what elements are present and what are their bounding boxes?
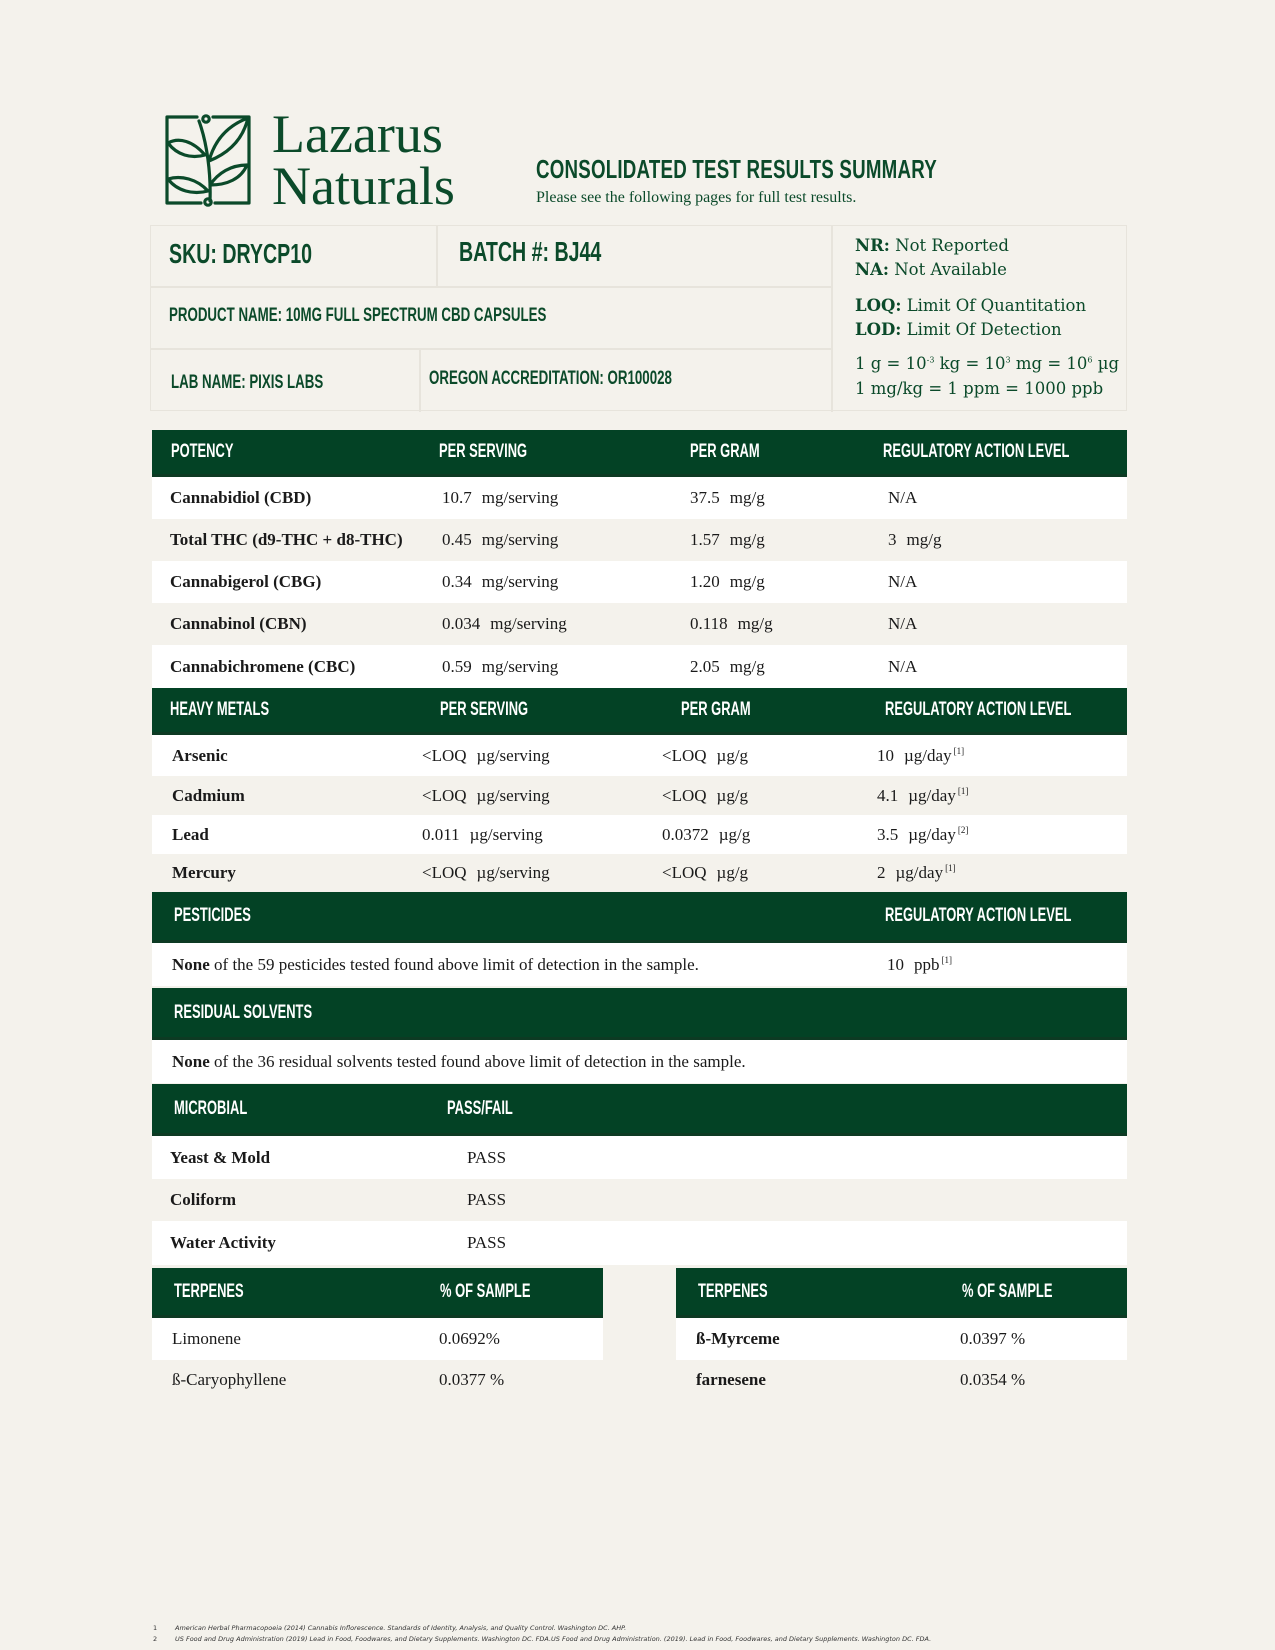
regulatory-action-level [877,786,968,806]
compound-name: Cannabidiol (CBD) [170,488,312,507]
product-name-label: PRODUCT NAME: 10MG FULL SPECTRUM CBD CAPSULES [169,305,547,326]
per-serving-value [422,786,550,806]
ral-reference: [1] [957,785,969,796]
per-gram-number: 37.5 [690,488,720,507]
lab-name-label: LAB NAME: PIXIS LABS [171,372,324,393]
per-serving-number: <LOQ [422,863,467,882]
metal-name: Cadmium [172,785,245,805]
per-gram-value [662,863,748,883]
terpene-percent: 0.0377 % [439,1370,505,1389]
ral-reference: [2] [957,824,969,835]
terpene-row [152,1318,603,1360]
per-gram-number: 0.118 [690,614,728,633]
residual-solvents-row [152,1040,1127,1083]
per-serving-value [442,614,567,634]
potency-col-serving: PER SERVING [439,441,528,462]
compound-name: Cannabinol (CBN) [170,614,307,633]
ral-unit: µg/day [895,863,944,882]
metals-col-gram: PER GRAM [681,699,751,720]
microbial-test-name: Coliform [170,1190,237,1209]
heavy-metal-row [152,735,1127,776]
terpene-row [676,1318,1127,1360]
per-gram-unit: mg/g [729,530,765,549]
potency-col-ral: REGULATORY ACTION LEVEL [883,441,1070,462]
terpenes-right-header [676,1268,1127,1318]
page-title: CONSOLIDATED TEST RESULTS SUMMARY [536,154,937,184]
terpenes-right-col-name: TERPENES [698,1280,768,1302]
per-serving-value [422,746,550,766]
per-gram-value [690,530,765,550]
heavy-metal-row [152,815,1127,854]
per-serving-unit: µg/serving [469,824,543,844]
per-gram-value [690,614,773,634]
potency-row [152,603,1127,645]
per-gram-value [690,488,765,508]
legend-loq: LOQ: Limit Of Quantitation [855,296,1087,315]
per-gram-unit: µg/g [718,824,751,844]
metals-col-name: HEAVY METALS [170,699,270,720]
pesticides-summary: None of the 59 pesticides tested found above limit of detection in the sample. [172,954,699,974]
terpenes-left-col-name: TERPENES [174,1280,244,1302]
microbial-col-result: PASS/FAIL [447,1097,513,1119]
microbial-col-name: MICROBIAL [174,1097,248,1119]
regulatory-action-level [888,572,927,592]
ral-unit: mg/g [906,530,942,549]
residual-summary: None of the 36 residual solvents tested found above limit of detection in the sample. [172,1051,746,1071]
per-serving-unit: mg/serving [490,614,567,633]
metal-name: Mercury [172,863,236,882]
pass-fail-result: PASS [467,1147,507,1167]
brand-line-2: Naturals [272,156,455,216]
regulatory-action-level [877,825,968,845]
per-gram-number: 1.20 [690,572,720,591]
metal-name: Lead [172,824,209,844]
potency-row [152,561,1127,603]
regulatory-action-level [877,746,964,766]
terpene-row [152,1360,603,1400]
residual-col-name: RESIDUAL SOLVENTS [174,1001,313,1023]
per-serving-value [422,863,550,883]
potency-header [152,430,1127,477]
ral-number: N/A [888,614,918,633]
legend-ppm-conversion: 1 mg/kg = 1 ppm = 1000 ppb [855,379,1104,398]
per-serving-number: 0.34 [442,572,472,591]
regulatory-action-level [877,863,956,883]
terpene-percent: 0.0692% [439,1329,500,1348]
microbial-row [152,1179,1127,1221]
heavy-metals-header [152,688,1127,735]
compound-name: Cannabichromene (CBC) [170,656,356,676]
per-gram-value [662,746,748,766]
terpene-percent: 0.0397 % [960,1329,1026,1348]
terpene-name: Limonene [172,1329,241,1348]
pesticides-row [152,943,1127,986]
regulatory-action-level [888,530,941,550]
per-gram-unit: µg/g [716,863,749,882]
footnote-2: 2 US Food and Drug Administration (2019) Lead in Food, Foodwares, and Dietary Supplements. Washington DC. FDA.US Food and Drug Administration. (2019). Lead in Food, Foodwares, and Dietary Supplements. Washington DC. FDA. [153,1635,932,1643]
microbial-header [152,1084,1127,1136]
compound-name: Cannabigerol (CBG) [170,572,322,591]
per-serving-unit: mg/serving [481,656,559,676]
per-serving-number: <LOQ [422,785,467,805]
microbial-row [152,1136,1127,1179]
microbial-test-name: Water Activity [170,1233,276,1252]
per-gram-unit: µg/g [716,785,749,805]
per-serving-unit: mg/serving [481,572,559,591]
legend-na: NA: Not Available [855,260,1007,279]
batch-label: BATCH #: BJ44 [459,236,602,267]
metals-col-ral: REGULATORY ACTION LEVEL [885,699,1072,720]
brand-line-1: Lazarus [272,104,443,164]
pesticides-col-ral: REGULATORY ACTION LEVEL [885,905,1072,926]
per-serving-value [442,572,558,592]
per-serving-value [442,488,558,508]
potency-row [152,477,1127,519]
per-serving-number: <LOQ [422,745,467,765]
pass-fail-result: PASS [467,1190,507,1209]
per-serving-number: 0.034 [442,614,481,633]
potency-row [152,645,1127,688]
ral-number: N/A [888,572,918,591]
potency-col-gram: PER GRAM [690,441,760,462]
ral-unit: µg/day [904,745,952,765]
per-serving-value [422,825,543,845]
regulatory-action-level [888,488,927,508]
ral-number: 3 [888,530,897,549]
per-gram-value [662,786,748,806]
ral-number: N/A [888,656,918,676]
legend-unit-conversion: 1 $g = 10^{-3}$ kg = $10^3$ mg = $10^6$ µg [855,354,1120,373]
per-gram-number: <LOQ [662,745,707,765]
per-serving-unit: mg/serving [481,488,559,507]
potency-col-name: POTENCY [171,441,234,462]
terpene-percent: 0.0354 % [960,1370,1026,1389]
ral-reference: [1] [945,863,956,874]
per-serving-number: 0.59 [442,656,472,676]
per-serving-value [442,657,558,677]
per-serving-unit: mg/serving [481,530,559,549]
per-serving-unit: µg/serving [476,785,550,805]
accreditation-label: OREGON ACCREDITATION: OR100028 [429,368,672,389]
brand-name [272,104,455,216]
per-gram-number: <LOQ [662,785,707,805]
metal-name: Arsenic [172,745,228,765]
per-gram-number: 1.57 [690,530,720,549]
leaf-frame-icon [163,113,253,208]
pass-fail-result: PASS [467,1233,507,1252]
ral-unit: µg/day [908,824,956,844]
per-gram-unit: µg/g [716,745,749,765]
per-serving-unit: µg/serving [476,745,550,765]
ral-number: 10 [877,745,894,765]
per-gram-number: 2.05 [690,656,720,676]
per-gram-unit: mg/g [729,488,765,507]
per-serving-value [442,530,558,550]
terpenes-right-col-value: % OF SAMPLE [962,1280,1053,1302]
per-gram-number: 0.0372 [662,824,709,844]
terpenes-left-header [152,1268,603,1318]
potency-row [152,519,1127,561]
ral-number: 4.1 [877,785,899,805]
legend-nr: NR: Not Reported [855,236,1009,255]
pesticides-ral: 10 ppb [1] [887,954,952,974]
per-gram-unit: mg/g [737,614,773,633]
heavy-metal-row [152,854,1127,892]
per-gram-number: <LOQ [662,863,707,882]
terpene-row [676,1360,1127,1400]
pesticides-header [152,892,1127,943]
per-serving-unit: µg/serving [476,863,550,882]
per-serving-number: 0.45 [442,530,472,549]
ral-number: N/A [888,488,918,507]
pesticides-col-name: PESTICIDES [174,905,251,926]
per-gram-value [690,572,765,592]
residual-solvents-header [152,988,1127,1040]
terpene-name: ß-Myrceme [696,1329,780,1348]
footnote-1: 1 American Herbal Pharmacopoeia (2014) Cannabis Inflorescence. Standards of Identity, Analysis, and Quality Control. Washington DC. AHP. [153,1624,627,1632]
per-serving-number: 10.7 [442,488,472,507]
legend-lod: LOD: Limit Of Detection [855,320,1062,339]
metals-col-serving: PER SERVING [440,699,529,720]
microbial-row [152,1221,1127,1265]
terpenes-left-col-value: % OF SAMPLE [440,1280,531,1302]
terpene-name: ß-Caryophyllene [172,1370,287,1389]
page-subtitle: Please see the following pages for full test results. [536,189,857,206]
ral-unit: µg/day [908,785,956,805]
ral-reference: [1] [953,745,965,756]
per-gram-unit: mg/g [729,572,765,591]
per-gram-value [690,657,765,677]
terpene-name: farnesene [696,1370,766,1389]
compound-name: Total THC (d9-THC + d8-THC) [170,530,403,549]
sku-label: SKU: DRYCP10 [169,238,313,269]
per-gram-value [662,825,750,845]
regulatory-action-level [888,657,927,677]
regulatory-action-level [888,614,927,634]
per-gram-unit: mg/g [729,656,765,676]
ral-number: 2 [877,863,886,882]
microbial-test-name: Yeast & Mold [170,1147,271,1167]
heavy-metal-row [152,776,1127,815]
ral-number: 3.5 [877,824,899,844]
per-serving-number: 0.011 [422,824,460,844]
